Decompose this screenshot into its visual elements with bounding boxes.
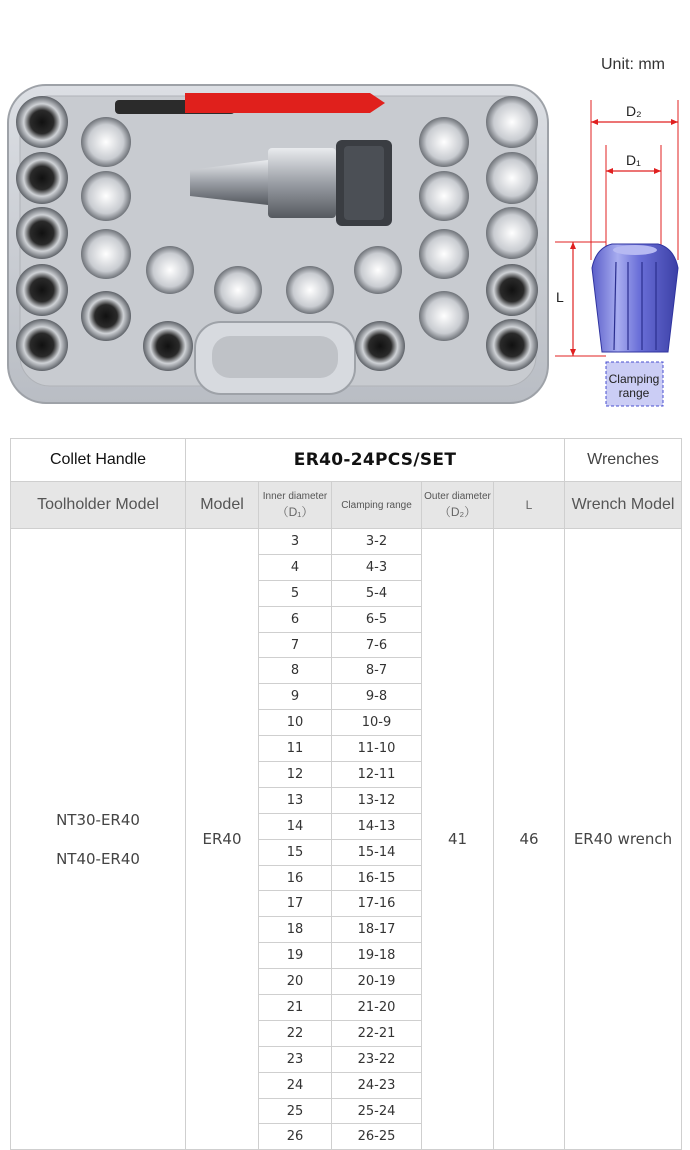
inner-diameter-cell: 10 bbox=[259, 710, 332, 736]
table-row bbox=[11, 529, 682, 555]
model-header: Model bbox=[186, 482, 259, 529]
clamping-range-cell: 10-9 bbox=[332, 710, 422, 736]
d2-label: D₂ bbox=[626, 103, 642, 119]
inner-diameter-header bbox=[259, 482, 332, 529]
inner-diameter-cell: 3 bbox=[259, 529, 332, 555]
inner-diameter-cell: 8 bbox=[259, 658, 332, 684]
clamping-range-cell: 25-24 bbox=[332, 1098, 422, 1124]
wrench-model-cell: ER40 wrench bbox=[565, 529, 682, 1150]
inner-diameter-cell: 26 bbox=[259, 1124, 332, 1150]
toolholder-model-header: Toolholder Model bbox=[11, 482, 186, 529]
clamping-range-line1: Clamping bbox=[608, 372, 660, 386]
unit-label: Unit: mm bbox=[601, 56, 665, 73]
inner-diameter-cell: 20 bbox=[259, 969, 332, 995]
specification-table bbox=[10, 438, 682, 1150]
set-title: ER40-24PCS/SET bbox=[186, 439, 565, 482]
collet-handle-header: Collet Handle bbox=[11, 439, 186, 482]
collet-dimension-diagram bbox=[0, 0, 690, 430]
outer-diameter-header bbox=[422, 482, 494, 529]
inner-diameter-cell: 14 bbox=[259, 813, 332, 839]
clamping-range-cell: 12-11 bbox=[332, 762, 422, 788]
collet-icon bbox=[592, 244, 678, 352]
l-value-cell: 46 bbox=[494, 529, 565, 1150]
inner-diameter-cell: 19 bbox=[259, 943, 332, 969]
clamping-range-cell: 4-3 bbox=[332, 554, 422, 580]
clamping-range-cell: 19-18 bbox=[332, 943, 422, 969]
inner-diameter-cell: 12 bbox=[259, 762, 332, 788]
clamping-range-cell: 14-13 bbox=[332, 813, 422, 839]
inner-diameter-label: Inner diameter bbox=[262, 491, 328, 502]
clamping-range-cell: 22-21 bbox=[332, 1020, 422, 1046]
clamping-range-line2: range bbox=[618, 386, 650, 400]
l-label: L bbox=[556, 289, 564, 305]
inner-diameter-cell: 4 bbox=[259, 554, 332, 580]
inner-diameter-cell: 23 bbox=[259, 1046, 332, 1072]
inner-diameter-cell: 22 bbox=[259, 1020, 332, 1046]
table-title-row bbox=[11, 439, 682, 482]
clamping-range-cell: 8-7 bbox=[332, 658, 422, 684]
outer-diameter-cell: 41 bbox=[422, 529, 494, 1150]
clamping-range-cell: 21-20 bbox=[332, 995, 422, 1021]
clamping-range-header: Clamping range bbox=[332, 482, 422, 529]
wrenches-header: Wrenches bbox=[565, 439, 682, 482]
clamping-range-cell: 26-25 bbox=[332, 1124, 422, 1150]
clamping-range-cell: 6-5 bbox=[332, 606, 422, 632]
outer-diameter-label: Outer diameter bbox=[424, 491, 491, 502]
toolholder-model: NT30-ER40 bbox=[56, 810, 140, 829]
inner-diameter-cell: 13 bbox=[259, 787, 332, 813]
l-header: L bbox=[494, 482, 565, 529]
inner-diameter-cell: 9 bbox=[259, 684, 332, 710]
inner-diameter-cell: 11 bbox=[259, 736, 332, 762]
outer-diameter-symbol: （D₂） bbox=[438, 505, 477, 519]
clamping-range-cell: 13-12 bbox=[332, 787, 422, 813]
clamping-range-cell: 24-23 bbox=[332, 1072, 422, 1098]
clamping-range-cell: 9-8 bbox=[332, 684, 422, 710]
clamping-range-cell: 23-22 bbox=[332, 1046, 422, 1072]
model-cell: ER40 bbox=[186, 529, 259, 1150]
inner-diameter-cell: 15 bbox=[259, 839, 332, 865]
table-header-row bbox=[11, 482, 682, 529]
clamping-range-cell: 3-2 bbox=[332, 529, 422, 555]
inner-diameter-cell: 24 bbox=[259, 1072, 332, 1098]
clamping-range-cell: 5-4 bbox=[332, 580, 422, 606]
clamping-range-cell: 15-14 bbox=[332, 839, 422, 865]
inner-diameter-cell: 18 bbox=[259, 917, 332, 943]
clamping-range-cell: 20-19 bbox=[332, 969, 422, 995]
inner-diameter-cell: 16 bbox=[259, 865, 332, 891]
clamping-range-cell: 16-15 bbox=[332, 865, 422, 891]
clamping-range-cell: 11-10 bbox=[332, 736, 422, 762]
d1-label: D₁ bbox=[626, 152, 641, 168]
clamping-range-cell: 18-17 bbox=[332, 917, 422, 943]
toolholder-model: NT40-ER40 bbox=[56, 849, 140, 868]
inner-diameter-cell: 25 bbox=[259, 1098, 332, 1124]
inner-diameter-cell: 17 bbox=[259, 891, 332, 917]
inner-diameter-cell: 21 bbox=[259, 995, 332, 1021]
inner-diameter-cell: 6 bbox=[259, 606, 332, 632]
toolholder-models-cell bbox=[11, 529, 186, 1150]
wrench-model-header: Wrench Model bbox=[565, 482, 682, 529]
inner-diameter-symbol: （D₁） bbox=[276, 505, 314, 519]
clamping-range-cell: 17-16 bbox=[332, 891, 422, 917]
inner-diameter-cell: 7 bbox=[259, 632, 332, 658]
clamping-range-cell: 7-6 bbox=[332, 632, 422, 658]
table-body bbox=[11, 529, 682, 1150]
inner-diameter-cell: 5 bbox=[259, 580, 332, 606]
